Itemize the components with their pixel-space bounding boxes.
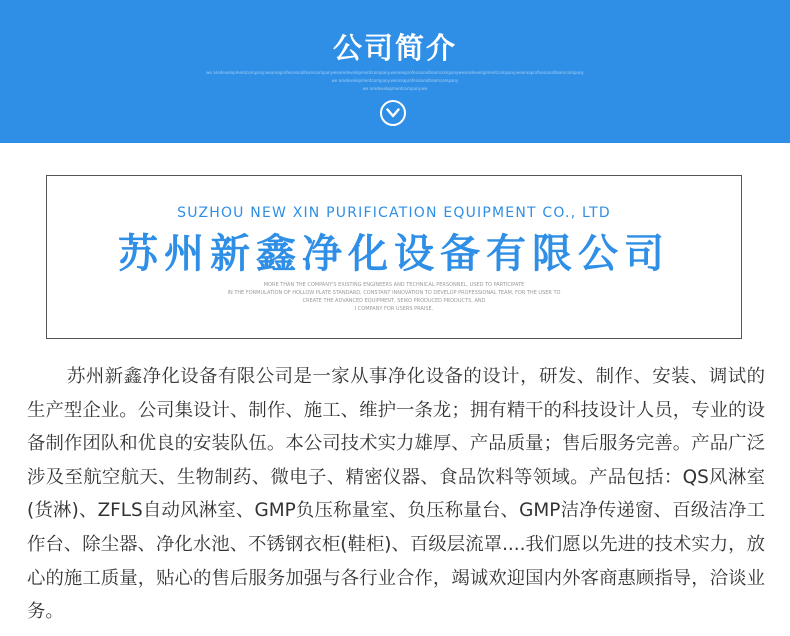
chevron-down-icon	[386, 107, 400, 119]
section-title: 公司简介	[332, 31, 457, 65]
card-fine-print-line: I COMPANY FOR USERS PRAISE.	[354, 306, 434, 312]
chevron-down-circle-icon[interactable]	[380, 100, 406, 126]
banner-fine-print-line: we aredevelopmentcompany.weareaprofessionalteamcompany	[331, 78, 459, 83]
company-description: 苏州新鑫净化设备有限公司是一家从事净化设备的设计，研发、制作、安装、调试的生产型企业。公司集设计、制作、施工、维护一条龙；拥有精干的科技设计人员，专业的设备制作团队和优良的安装队伍。本公司技术实力雄厚、产品质量；售后服务完善。产品广泛涉及至航空航天、生物制药、微电子、精密仪器、食品饮料等领域。产品包括：QS风淋室(货淋)、ZFLS自动风淋室、GMP负压称量室、负压称量台、GMP洁净传递窗、百级洁净工作台、除尘器、净化水池、不锈钢衣柜(鞋柜)、百级层流罩....我们愿以先进的技术实力，放心的施工质量，贴心的售后服务加强与各行业合作，竭诚欢迎国内外客商惠顾指导，洽谈业务。	[27, 366, 765, 623]
company-name-card	[46, 175, 742, 339]
banner-fine-print-line: we aredevelopmentcompany.weareaprofessionalteamcompanywearedevelopmentcompany.weareaprofessionalteamcompanywearedevelopmentcompany.weareaprofessionalteamcompany	[206, 70, 584, 75]
company-chinese-name: 苏州新鑫净化设备有限公司	[118, 231, 670, 277]
card-fine-print-line: IN THE FORMULATION OF HOLLOW PLATE STANDARD, CONSTANT INNOVATION TO DEVELOP PROFESSIONAL TEAM, FOR THE USER TO	[227, 290, 561, 296]
header-banner	[0, 0, 790, 143]
card-fine-print-line: MORE THAN THE COMPANY'S EXISTING ENGINEERS AND TECHNICAL PERSONNEL, USED TO PARTICIPATE	[263, 282, 525, 288]
card-fine-print-line: CREATE THE ADVANCED EQUIPMENT, SEIKO PRODUCED PRODUCTS, AND	[302, 298, 486, 304]
company-english-name: SUZHOU NEW XIN PURIFICATION EQUIPMENT CO., LTD	[177, 205, 611, 221]
banner-fine-print-line: we aredevelopmentcompany.we	[362, 86, 428, 91]
